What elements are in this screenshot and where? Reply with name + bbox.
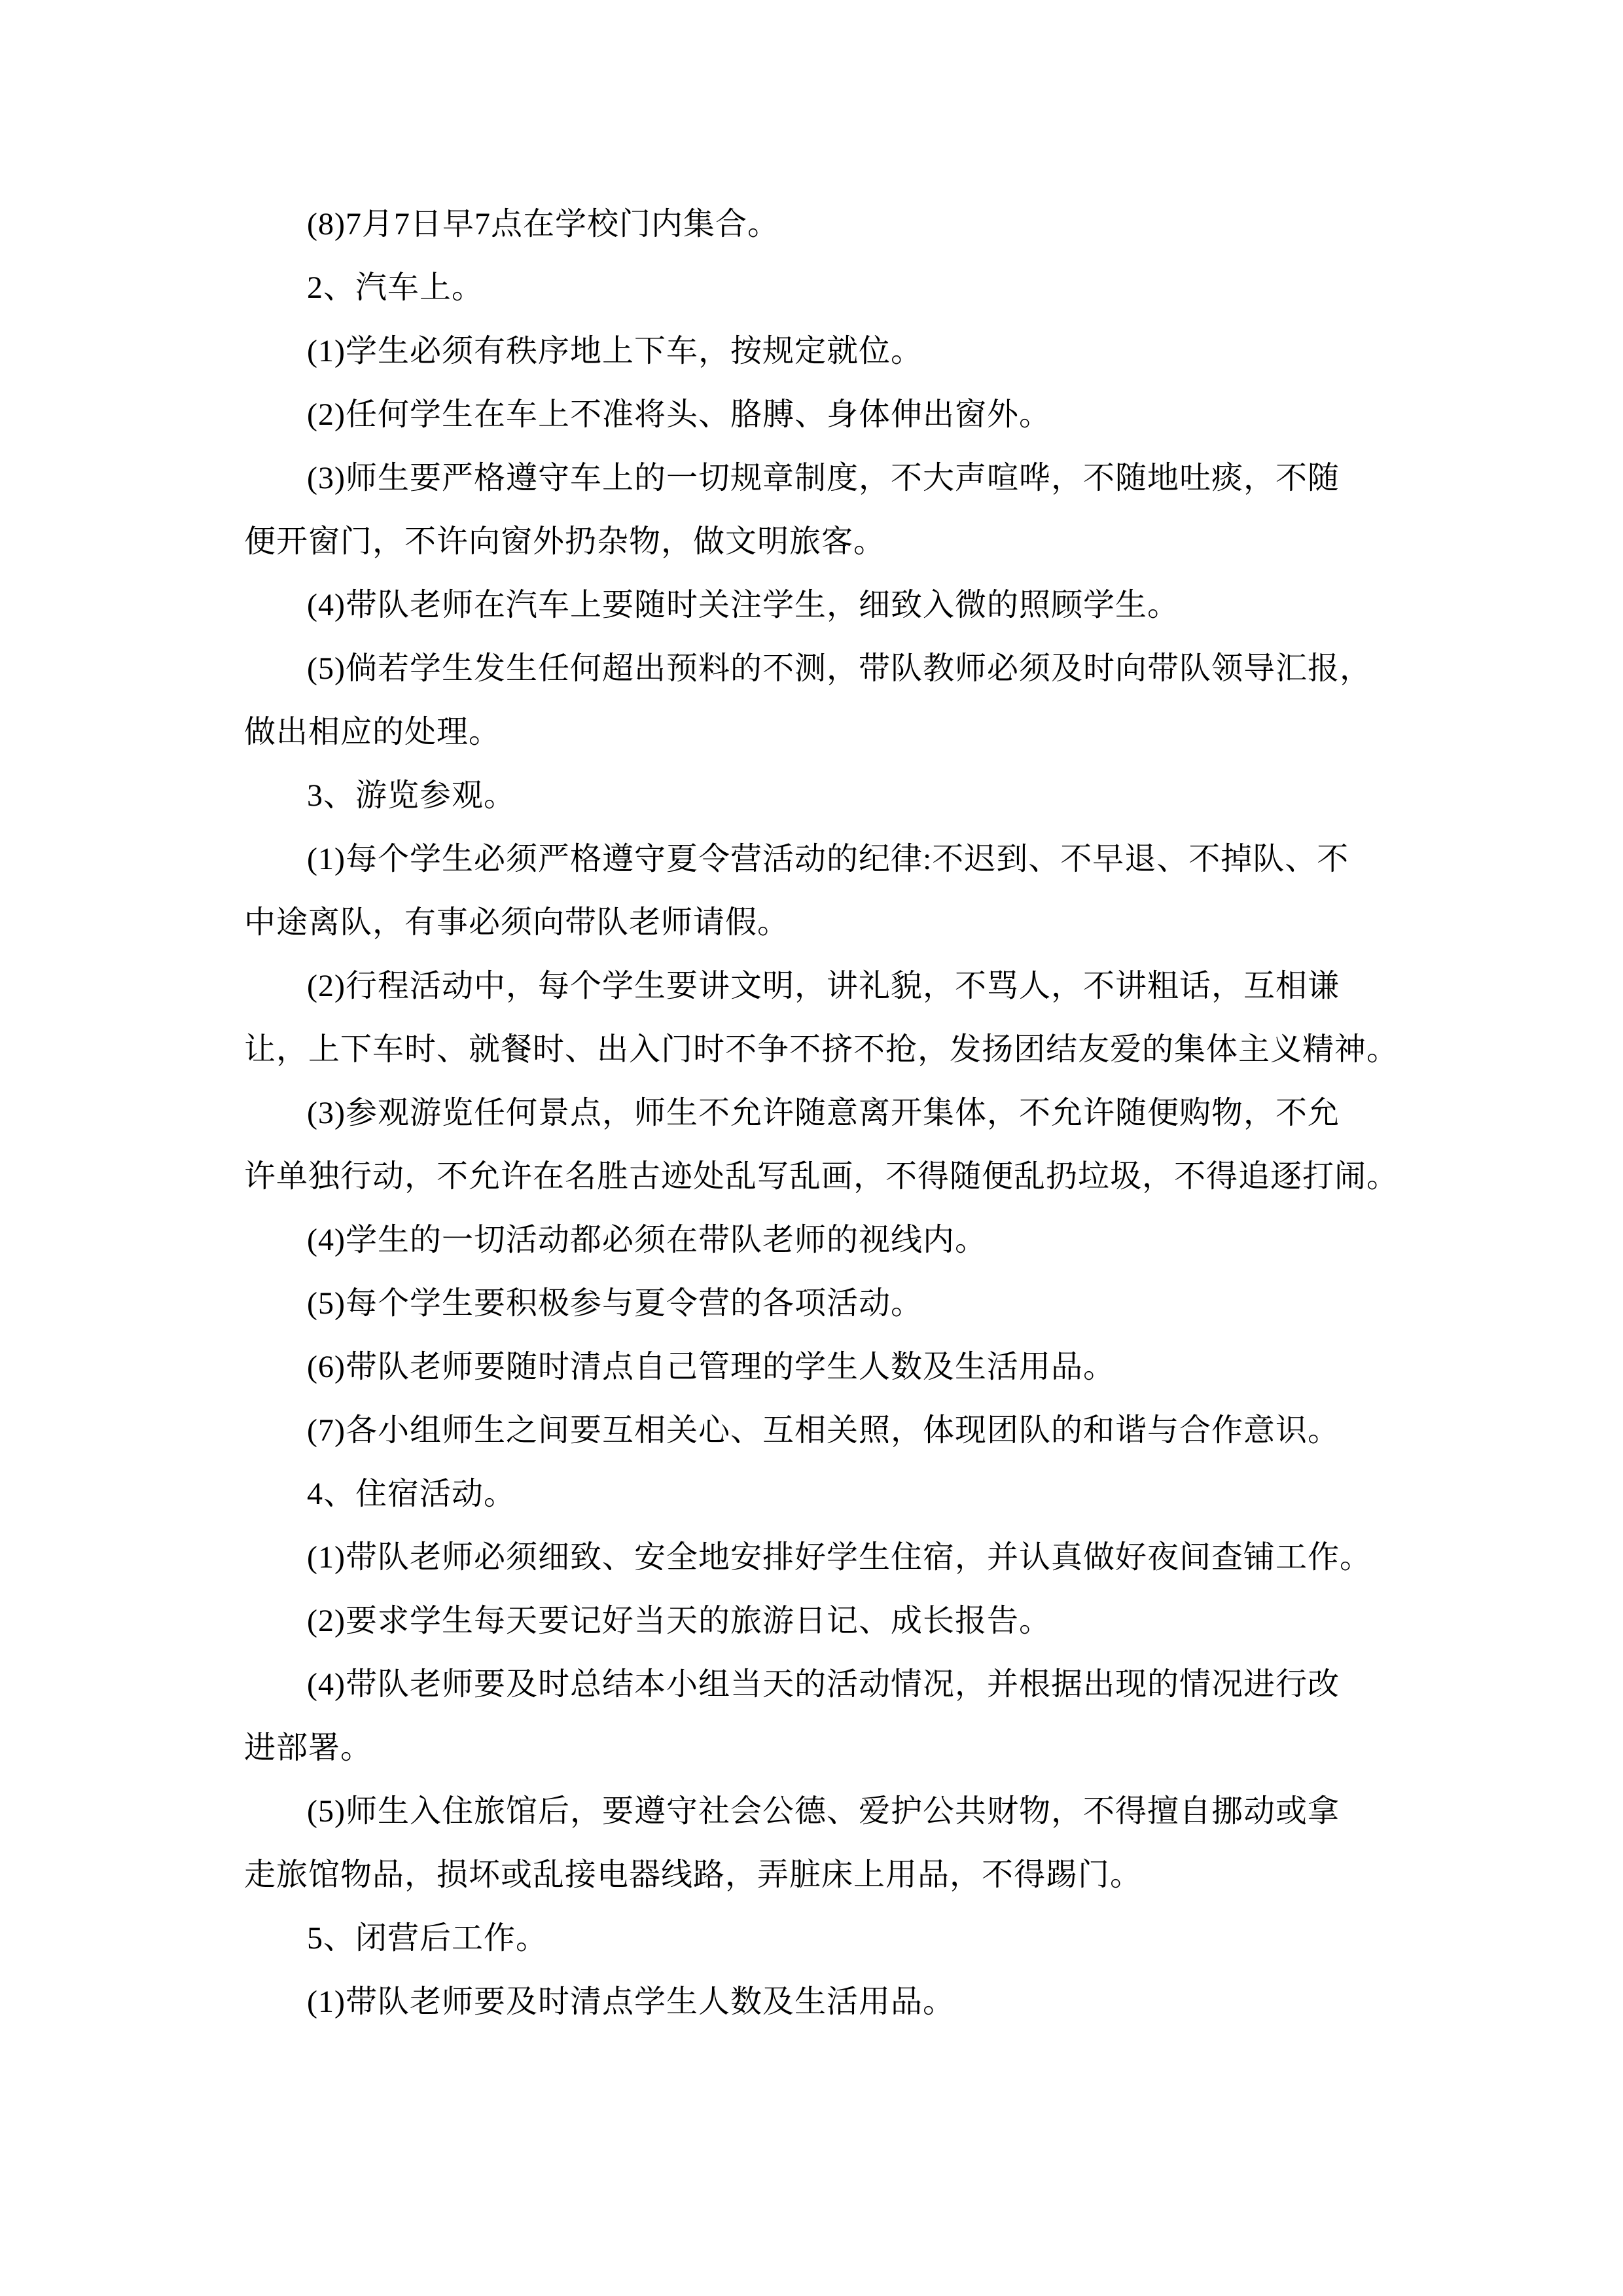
- text-line: 5、闭营后工作。: [307, 1921, 548, 1956]
- text-line: (6)带队老师要随时清点自己管理的学生人数及生活用品。: [307, 1350, 1115, 1384]
- text-line: 进部署。: [244, 1731, 373, 1765]
- text-line: 2、汽车上。: [307, 270, 484, 305]
- text-line: (3)师生要严格遵守车上的一切规章制度，不大声喧哗，不随地吐痰，不随: [307, 461, 1340, 495]
- text-line: (4)学生的一切活动都必须在带队老师的视线内。: [307, 1223, 987, 1257]
- text-line: (1)每个学生必须严格遵守夏令营活动的纪律:不迟到、不早退、不掉队、不: [307, 842, 1349, 876]
- text-line: 做出相应的处理。: [244, 715, 501, 749]
- text-line: 走旅馆物品，损坏或乱接电器线路，弄脏床上用品，不得踢门。: [244, 1857, 1143, 1892]
- text-line: 许单独行动，不允许在名胜古迹处乱写乱画，不得随便乱扔垃圾，不得追逐打闹。: [244, 1159, 1399, 1194]
- text-line: (2)要求学生每天要记好当天的旅游日记、成长报告。: [307, 1604, 1051, 1638]
- text-line: 中途离队，有事必须向带队老师请假。: [244, 905, 790, 940]
- text-line: (4)带队老师在汽车上要随时关注学生，细致入微的照顾学生。: [307, 588, 1179, 622]
- text-line: (8)7月7日早7点在学校门内集合。: [307, 207, 779, 242]
- text-line: (1)带队老师要及时清点学生人数及生活用品。: [307, 1984, 955, 2019]
- text-line: (5)倘若学生发生任何超出预料的不测，带队教师必须及时向带队领导汇报，: [307, 651, 1372, 686]
- text-line: 便开窗门，不许向窗外扔杂物，做文明旅客。: [244, 524, 886, 559]
- text-line: 让，上下车时、就餐时、出入门时不争不挤不抢，发扬团结友爱的集体主义精神。: [244, 1032, 1399, 1067]
- text-line: (2)任何学生在车上不准将头、胳膊、身体伸出窗外。: [307, 397, 1051, 432]
- text-line: (1)学生必须有秩序地上下车，按规定就位。: [307, 334, 923, 368]
- text-line: (2)行程活动中，每个学生要讲文明，讲礼貌，不骂人，不讲粗话，互相谦: [307, 969, 1340, 1003]
- text-line: (5)每个学生要积极参与夏令营的各项活动。: [307, 1286, 923, 1321]
- text-line: (7)各小组师生之间要互相关心、互相关照，体现团队的和谐与合作意识。: [307, 1413, 1340, 1448]
- text-line: 3、游览参观。: [307, 778, 516, 813]
- text-line: (5)师生入住旅馆后，要遵守社会公德、爱护公共财物，不得擅自挪动或拿: [307, 1794, 1340, 1829]
- text-line: (1)带队老师必须细致、安全地安排好学生住宿，并认真做好夜间查铺工作。: [307, 1540, 1372, 1575]
- text-line: (4)带队老师要及时总结本小组当天的活动情况，并根据出现的情况进行改: [307, 1667, 1340, 1702]
- text-line: 4、住宿活动。: [307, 1477, 516, 1511]
- document-body: [244, 192, 1409, 2034]
- text-line: (3)参观游览任何景点，师生不允许随意离开集体，不允许随便购物，不允: [307, 1096, 1340, 1130]
